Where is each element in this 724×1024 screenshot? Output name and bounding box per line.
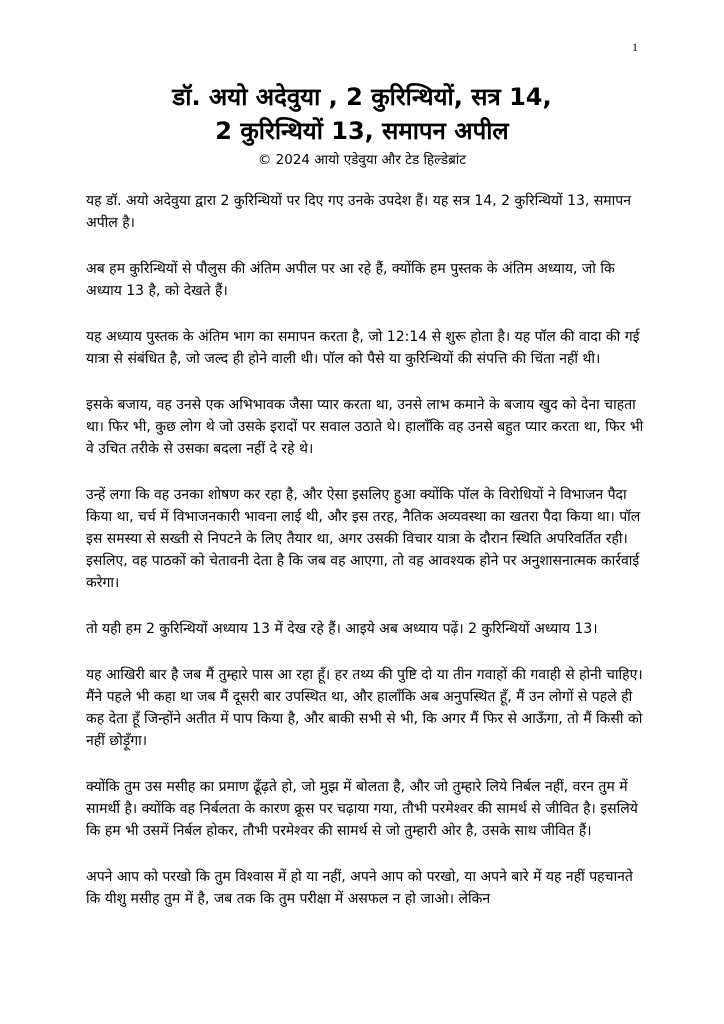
paragraph: यह आखिरी बार है जब मैं तुम्हारे पास आ रहा हूँ। हर तथ्य की पुष्टि दो या तीन गवाहों की गवाही से होनी चाहिए। मैंने पहले भी कहा था जब मैं दूसरी बार उपस्थित था, और हालाँकि अब अनुपस्थित हूँ, मैं उन लोगों से पहले ही कह देता हूँ जिन्होंने अतीत में पाप किया है, और बाकी सभी से भी, कि अगर मैं फिर से आऊँगा, तो मैं किसी को नहीं छोड़ूँगा। xyxy=(86,667,643,749)
document-body xyxy=(86,190,644,934)
paragraph: अब हम कुरिन्थियों से पौलुस की अंतिम अपील पर आ रहे हैं, क्योंकि हम पुस्तक के अंतिम अध्याय, जो कि अध्याय 13 है, को देखते हैं। xyxy=(86,261,615,299)
paragraph: उन्हें लगा कि वह उनका शोषण कर रहा है, और ऐसा इसलिए हुआ क्योंकि पॉल के विरोधियों ने विभाजन पैदा किया था, चर्च में विभाजनकारी भावना लाई थी, और इस तरह, नैतिक अव्यवस्था का खतरा पैदा किया था। पॉल इस समस्या से सख्ती से निपटने के लिए तैयार था, अगर उसकी विचार यात्रा के दौरान स्थिति अपरिवर्तित रही। इसलिए, वह पाठकों को चेतावनी देता है कि जब वह आएगा, तो वह आवश्यक होने पर अनुशासनात्मक कार्रवाई करेगा। xyxy=(86,487,641,591)
paragraph: इसके बजाय, वह उनसे एक अभिभावक जैसा प्यार करता था, उनसे लाभ कमाने के बजाय खुद को देना चाहता था। फिर भी, कुछ लोग थे जो उसके इरादों पर सवाल उठाते थे। हालाँकि वह उनसे बहुत प्यार करता था, फिर भी वे उचित तरीके से उसका बदला नहीं दे रहे थे। xyxy=(86,397,644,457)
paragraph: यह अध्याय पुस्तक के अंतिम भाग का समापन करता है, जो 12:14 से शुरू होता है। यह पॉल की वादा की गई यात्रा से संबंधित है, जो जल्द ही होने वाली थी। पॉल को पैसे या कुरिन्थियों की संपत्ति की चिंता नहीं थी। xyxy=(86,329,640,367)
page-number: 1 xyxy=(632,40,638,54)
paragraph: क्योंकि तुम उस मसीह का प्रमाण ढूँढ़ते हो, जो मुझ में बोलता है, और जो तुम्हारे लिये निर्बल नहीं, वरन तुम में सामर्थी है। क्योंकि वह निर्बलता के कारण क्रूस पर चढ़ाया गया, तौभी परमेश्वर की सामर्थ से जीवित है। इसलिये कि हम भी उसमें निर्बल होकर, तौभी परमेश्वर की सामर्थ से जो तुम्हारी ओर है, उसके साथ जीवित हैं। xyxy=(86,779,638,839)
paragraph: यह डॉ. अयो अदेवुया द्वारा 2 कुरिन्थियों पर दिए गए उनके उपदेश हैं। यह सत्र 14, 2 कुरिन्थियों 13, समापन अपील है। xyxy=(86,193,632,231)
document-title xyxy=(40,80,684,148)
title-line-1: डॉ. अयो अदेवुया , 2 कुरिन्थियों, सत्र 14, xyxy=(172,83,552,111)
title-line-2: 2 कुरिन्थियों 13, समापन अपील xyxy=(215,117,509,145)
copyright-notice: © 2024 आयो एडेवुया और टेड हिल्डेब्रांट xyxy=(257,152,467,168)
paragraph: तो यही हम 2 कुरिन्थियों अध्याय 13 में देख रहे हैं। आइये अब अध्याय पढ़ें। 2 कुरिन्थियों अध्याय 13। xyxy=(86,621,598,637)
paragraph: अपने आप को परखो कि तुम विश्वास में हो या नहीं, अपने आप को परखो, या अपने बारे में यह नहीं पहचानते कि यीशु मसीह तुम में है, जब तक कि तुम परीक्षा में असफल न हो जाओ। लेकिन xyxy=(86,869,633,907)
